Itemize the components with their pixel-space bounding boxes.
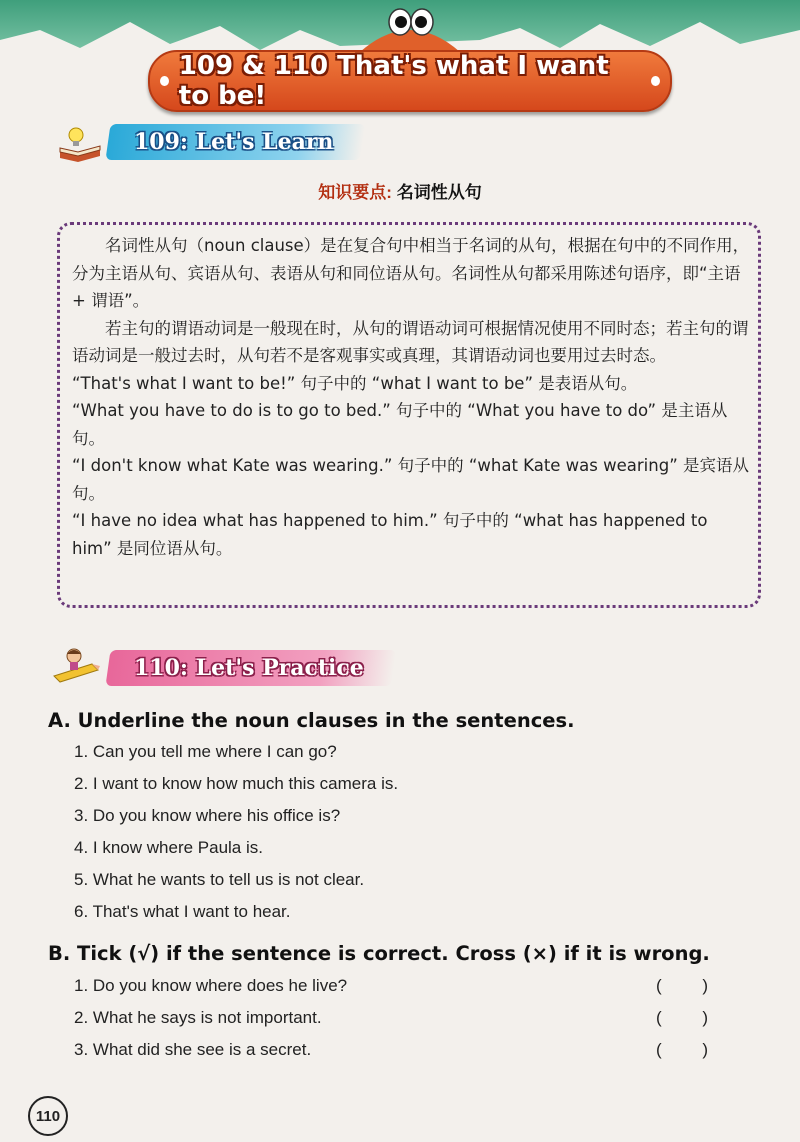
open-paren: ( bbox=[656, 976, 662, 995]
grammar-note-definition: 名词性从句（noun clause）是在复合句中相当于名词的从句，根据在句中的不同作用，分为主语从句、宾语从句、表语从句和同位语从句。名词性从句都采用陈述句语序，即“主语 + 谓语”。 bbox=[72, 236, 750, 310]
page-number: 110 bbox=[28, 1096, 68, 1136]
part-b-item: 3. What did she see is a secret. bbox=[74, 1040, 312, 1059]
key-point bbox=[0, 178, 800, 203]
close-paren: ) bbox=[702, 1040, 708, 1059]
grammar-note-tense: 若主句的谓语动词是一般现在时，从句的谓语动词可根据情况使用不同时态；若主句的谓语动词是一般过去时，从句若不是客观事实或真理，其谓语动词也要用过去时态。 bbox=[72, 318, 749, 365]
book-lightbulb-icon bbox=[56, 126, 104, 162]
lesson-title: 109 & 110 That's what I want to be! bbox=[178, 51, 609, 111]
part-a-item: 2. I want to know how much this camera is. bbox=[74, 774, 399, 793]
close-paren: ) bbox=[702, 976, 708, 995]
open-paren: ( bbox=[656, 1040, 662, 1059]
learn-section-header bbox=[108, 122, 363, 162]
answer-blank[interactable] bbox=[656, 1040, 708, 1060]
answer-blank[interactable] bbox=[656, 976, 708, 996]
part-a-item: 1. Can you tell me where I can go? bbox=[74, 742, 337, 761]
key-point-topic: 名词性从句 bbox=[391, 183, 482, 202]
part-a-item: 3. Do you know where his office is? bbox=[74, 806, 341, 825]
key-point-label: 知识要点: bbox=[318, 183, 392, 202]
learn-section-pill bbox=[105, 124, 365, 160]
banner-dot-left bbox=[160, 76, 169, 86]
part-a-item: 4. I know where Paula is. bbox=[74, 838, 263, 857]
pencil-kid-icon bbox=[52, 646, 102, 684]
grammar-example-object: “I don't know what Kate was wearing.” 句子中的 “what Kate was wearing” 是宾语从句。 bbox=[72, 456, 749, 503]
part-b-item: 2. What he says is not important. bbox=[74, 1008, 322, 1027]
grammar-notes-text bbox=[72, 232, 752, 562]
practice-section-header bbox=[108, 648, 394, 688]
grammar-example-predicative: “That's what I want to be!” 句子中的 “what I want to be” 是表语从句。 bbox=[72, 373, 638, 393]
grammar-example-subject: “What you have to do is to go to bed.” 句子中的 “What you have to do” 是主语从句。 bbox=[72, 401, 728, 448]
part-a-item: 6. That's what I want to hear. bbox=[74, 902, 291, 921]
part-b-item: 1. Do you know where does he live? bbox=[74, 976, 348, 995]
close-paren: ) bbox=[702, 1008, 708, 1027]
learn-section-title: 109: Let's Learn bbox=[134, 129, 334, 155]
part-a-heading: A. Underline the noun clauses in the sentences. bbox=[48, 709, 575, 732]
lesson-title-banner bbox=[148, 50, 672, 112]
practice-section-pill bbox=[105, 650, 396, 686]
part-b-heading: B. Tick (√) if the sentence is correct. Cross (×) if it is wrong. bbox=[48, 942, 710, 965]
banner-dot-right bbox=[651, 76, 660, 86]
answer-blank[interactable] bbox=[656, 1008, 708, 1028]
open-paren: ( bbox=[656, 1008, 662, 1027]
mascot-eyes-icon bbox=[380, 2, 440, 50]
practice-section-title: 110: Let's Practice bbox=[134, 655, 364, 681]
grammar-example-appositive: “I have no idea what has happened to him.” 句子中的 “what has happened to him” 是同位语从句。 bbox=[72, 511, 708, 558]
part-a-item: 5. What he wants to tell us is not clear. bbox=[74, 870, 365, 889]
